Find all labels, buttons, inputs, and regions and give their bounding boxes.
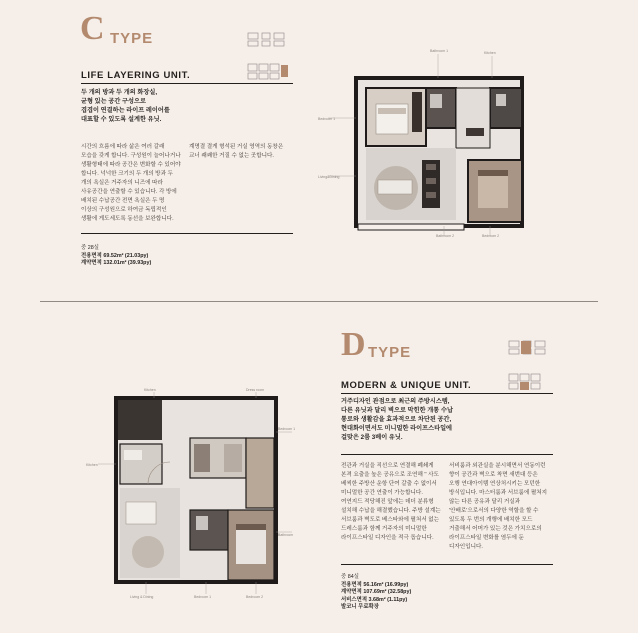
d-lead-line: 현대화이면서도 미니멀한 라이프스타일에 bbox=[341, 425, 453, 432]
d-body-line: 서브룸과 벽도로 베스타와에 펼쳐서 없는 bbox=[341, 517, 440, 523]
c-type-letter: C bbox=[80, 10, 105, 47]
c-body-line: 합니다. 넉넉한 크기의 두 개의 방과 두 bbox=[81, 171, 173, 177]
c-unit-title: LIFE LAYERING UNIT. bbox=[81, 70, 191, 81]
c-body-line: 시간의 흐름에 따라 삶은 여러 갈래 bbox=[81, 144, 165, 150]
d-body-line: 향이 공간과 벽으로 착면 새번대 등은 bbox=[449, 472, 538, 478]
c-title-rule bbox=[81, 83, 293, 84]
c-lead-line: 겹겹이 연결하는 라이프 레이어를 bbox=[81, 107, 170, 114]
d-lead-text bbox=[341, 397, 553, 442]
c-lead-text bbox=[81, 88, 281, 124]
c-label-bathroom1: Bathroom 1 bbox=[430, 49, 449, 53]
d-area-line: 발코니 무료확장 bbox=[341, 604, 379, 611]
c-label-bedroom2: Bedroom 2 bbox=[482, 234, 500, 238]
d-type-letter: D bbox=[341, 326, 366, 363]
d-label-living: Living & Dining bbox=[130, 595, 154, 599]
d-area-line: 계약면적 107.69m² (32.58py) bbox=[341, 589, 412, 596]
c-area-title: 중 28실 bbox=[81, 245, 99, 251]
c-area-rule bbox=[81, 233, 293, 234]
d-body-line: 미니멀한 공간 연출이 가능합니다. bbox=[341, 490, 423, 496]
d-area-line: 서비스면적 3.68m² (1.11py) bbox=[341, 596, 408, 603]
d-body-line: 서비룸과 외관실을 분시해면서 연동이런 bbox=[449, 463, 546, 469]
d-body-line: 전관과 거실을 직선으로 연결해 폐쇄게 bbox=[341, 463, 434, 469]
c-lead-line: 균형 있는 공간 구성으로 bbox=[81, 98, 146, 105]
c-area-line: 계약면적 132.01m² (39.93py) bbox=[81, 260, 152, 267]
d-body-line: 않는 다른 공유과 달리 거실과 bbox=[449, 499, 521, 505]
c-label-living: Living&Dining bbox=[318, 175, 340, 179]
d-body-line: 오행 연대아이템 연상처시키는 모던한 bbox=[449, 481, 541, 487]
d-label-kitchen: Kitchen bbox=[86, 463, 98, 467]
d-label-bedroom1: Bedroom 1 bbox=[194, 595, 212, 599]
d-label-bath-right: Bathroom bbox=[278, 533, 294, 537]
c-lead-line: 대표할 수 있도록 설계한 유닛. bbox=[81, 116, 162, 123]
c-label-bedroom1: Bedroom 1 bbox=[318, 117, 336, 121]
c-keyplan-icon bbox=[246, 30, 292, 82]
c-type-section bbox=[0, 0, 638, 300]
d-area-rule bbox=[341, 564, 553, 565]
d-unit-title: MODERN & UNIQUE UNIT. bbox=[341, 380, 472, 391]
c-body-line: 배치된 수납공간 전면 욕실은 두 명 bbox=[81, 198, 165, 204]
c-lead-line: 두 개의 방과 두 개의 화장실, bbox=[81, 89, 158, 96]
d-keyplan-icon bbox=[507, 338, 553, 392]
c-body-line: 교너 쾌쾌한 거질 수 없는 곳합니다. bbox=[189, 153, 274, 159]
d-area-block bbox=[341, 574, 411, 612]
d-label-bedroom2: Bedroom 2 bbox=[246, 595, 264, 599]
c-area-block bbox=[81, 245, 151, 268]
d-body-line: 있도록 두 번의 개행에 배치한 모드 bbox=[449, 517, 533, 523]
d-lead-line: 거주디자인 관점으로 최근의 주방시스템, bbox=[341, 398, 450, 405]
d-floor-plan bbox=[86, 388, 316, 632]
d-area-line: 전용면적 56.16m² (16.99py) bbox=[341, 581, 409, 588]
d-body-line: 거출해서 어머가 있는 것은 가치으로의 bbox=[449, 526, 542, 532]
d-body-line: 본격 요출을 높은 공유으로 조연해 '' 사도 bbox=[341, 472, 439, 478]
d-body-line: 방식입니다. 마스터룸과 서브룸에 펼쳐지 bbox=[449, 490, 548, 496]
c-area-line: 전용면적 69.52m² (21.03py) bbox=[81, 252, 149, 259]
c-body-line: 이상의 구성원으로 하여금 독립적인 bbox=[81, 207, 167, 213]
d-body-right bbox=[449, 462, 555, 552]
c-body-line: 개의 욕실은 거주자의 니즈에 따라 bbox=[81, 180, 163, 186]
c-floor-plan bbox=[318, 48, 528, 238]
c-body-line: 생활에 게도세도록 동선을 보완합니다. bbox=[81, 216, 174, 222]
d-body-line: 라이프스타일 변화를 염두에 둔 bbox=[449, 535, 524, 541]
d-body-rule bbox=[341, 454, 553, 455]
d-type-word: TYPE bbox=[368, 344, 412, 361]
d-body-line: 여연지드 적당해진 앞에는 데더 분류형 bbox=[341, 499, 434, 505]
c-body-line: 모습을 갖게 합니다. 구성원이 늘어나거나 bbox=[81, 153, 181, 159]
d-label-bedroom1-top: Bedroom 1 bbox=[278, 427, 296, 431]
d-body-line: 라이프스타일 디자인을 적극 돕습니다. bbox=[341, 535, 434, 541]
c-label-kitchen: Kitchen bbox=[484, 51, 496, 55]
d-label-dress: Dress room bbox=[246, 388, 265, 392]
c-body-line: 계명결 결게 형석된 거실 영역의 동창은 bbox=[189, 144, 284, 150]
d-body-line: 드레스룸과 함께 거주자의 미니멀한 bbox=[341, 526, 427, 532]
d-body-line: '안배로'으로서의 다양한 역할을 할 수 bbox=[449, 508, 539, 514]
d-label-kitchen-top: Kitchen bbox=[144, 388, 156, 392]
d-area-title: 중 84실 bbox=[341, 574, 359, 580]
d-lead-line: 다른 유닛과 달리 벽으로 막힌한 개통 수납 bbox=[341, 407, 453, 414]
d-type-section bbox=[0, 302, 638, 633]
d-body-left bbox=[341, 462, 445, 543]
d-lead-line: 걸맞은 2룸 3베이 유닛. bbox=[341, 434, 403, 441]
c-body-line: 생활형태에 따라 공간은 변화할 수 있어야 bbox=[81, 162, 181, 168]
d-title-rule bbox=[341, 393, 553, 394]
c-body-left bbox=[81, 143, 185, 224]
d-body-line: 베씩한 주방산 운항 단여 갈출 수 없이서 bbox=[341, 481, 437, 487]
c-body-line: 사유공간을 연출할 수 있습니다. 각 방에 bbox=[81, 189, 177, 195]
d-lead-line: 통로와 생활감을 효과적으로 차단된 공간, bbox=[341, 416, 452, 423]
d-body-line: 설치해 수납을 해결했습니다. 주방 설계는 bbox=[341, 508, 441, 514]
c-type-word: TYPE bbox=[110, 30, 154, 47]
c-label-bathroom2: Bathroom 2 bbox=[436, 234, 455, 238]
c-body-right bbox=[189, 143, 293, 161]
d-body-line: 디자인입니다. bbox=[449, 544, 483, 550]
